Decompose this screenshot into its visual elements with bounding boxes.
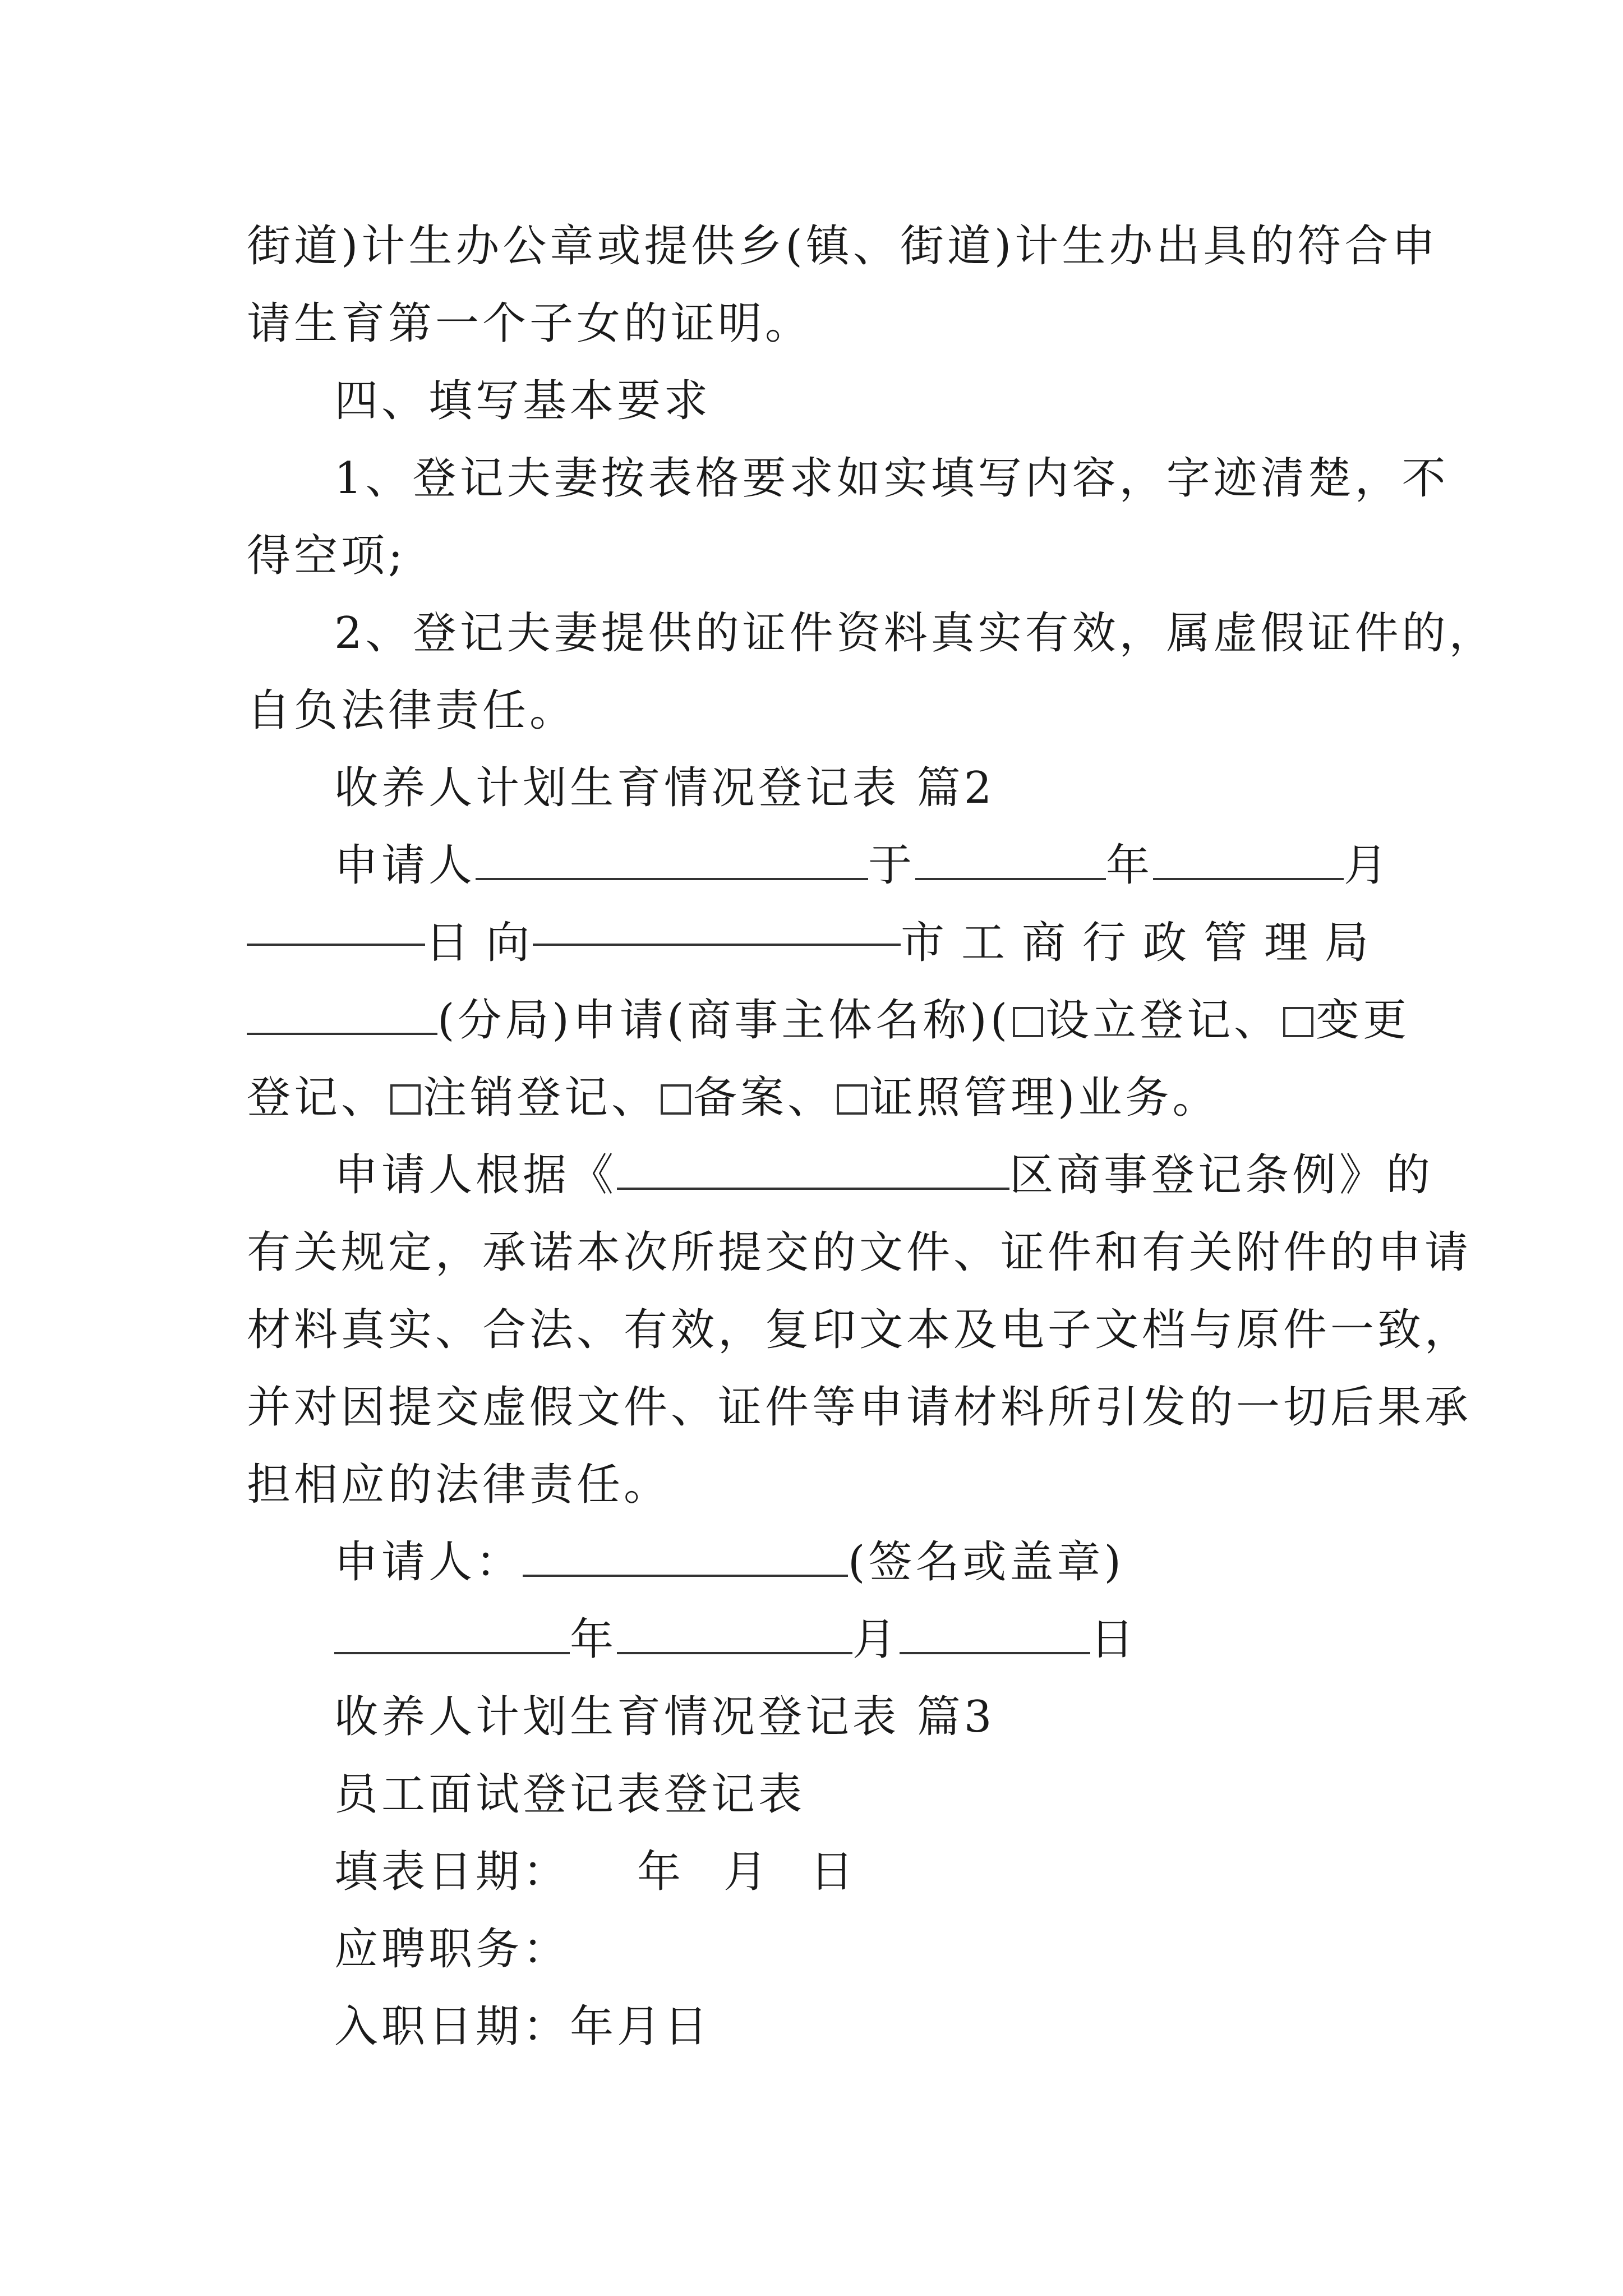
- text-line: 请生育第一个子女的证明。: [247, 298, 813, 349]
- entry-date-line: 入职日期：年月日: [334, 2001, 712, 2052]
- text-line: 并对因提交虚假文件、证件等申请材料所引发的一切后果承: [247, 1382, 1472, 1433]
- date-year-blank[interactable]: [334, 1613, 570, 1654]
- date-day-blank[interactable]: [900, 1613, 1090, 1654]
- applicant-label: 申请人: [334, 840, 476, 891]
- day-label: 日: [425, 918, 486, 968]
- month-blank[interactable]: [1153, 839, 1344, 880]
- date-year-label: 年: [570, 1614, 617, 1665]
- text-line: 1、登记夫妻按表格要求如实填写内容，字迹清楚，不: [334, 453, 1449, 504]
- form-line: [247, 982, 1410, 1059]
- day-blank[interactable]: [247, 904, 425, 946]
- form-line: [247, 827, 1391, 904]
- fill-month-label: 月: [723, 1847, 771, 1897]
- bureau-label: 市工商行政管理局: [900, 918, 1385, 968]
- date-month-label: 月: [852, 1614, 900, 1665]
- section-title: 收养人计划生育情况登记表 篇3: [334, 1692, 995, 1742]
- signature-blank[interactable]: [523, 1535, 848, 1577]
- signature-note: (签名或盖章): [848, 1537, 1124, 1588]
- checkbox-change[interactable]: [1283, 1007, 1313, 1037]
- text: 登记、: [247, 1073, 389, 1123]
- district-blank[interactable]: [617, 1148, 1009, 1190]
- city-blank[interactable]: [533, 904, 901, 946]
- text-line: 2、登记夫妻提供的证件资料真实有效，属虚假证件的，: [334, 608, 1496, 659]
- section-heading: 四、填写基本要求: [334, 376, 712, 426]
- fill-date-label: 填表日期：: [334, 1847, 570, 1897]
- date-line: [247, 1601, 1385, 1678]
- text-line: 自负法律责任。: [247, 685, 577, 736]
- form-title: 员工面试登记表登记表: [334, 1769, 806, 1820]
- pledge-regulation: 区商事登记条例》的: [1009, 1150, 1434, 1200]
- checkbox-license[interactable]: [837, 1084, 867, 1115]
- pledge-line: [247, 1137, 1434, 1214]
- request-text: (分局)申请(商事主体名称)(: [437, 995, 1011, 1046]
- fill-year-label: 年: [637, 1847, 685, 1897]
- xiang-label: 向: [486, 918, 533, 968]
- yu-label: 于: [868, 840, 916, 891]
- section-title: 收养人计划生育情况登记表 篇2: [334, 763, 995, 813]
- option-setup-label: 设立登记、: [1045, 995, 1281, 1046]
- date-month-blank[interactable]: [617, 1613, 852, 1654]
- text-line: 担相应的法律责任。: [247, 1460, 671, 1510]
- option-record-label: 备案、: [693, 1073, 835, 1123]
- month-label: 月: [1344, 840, 1391, 891]
- branch-blank[interactable]: [247, 993, 437, 1035]
- year-blank[interactable]: [915, 839, 1106, 880]
- signature-line: [247, 1524, 1385, 1601]
- document-page: [247, 208, 1496, 2065]
- text-line: 材料真实、合法、有效，复印文本及电子文档与原件一致，: [247, 1305, 1472, 1355]
- form-line: [247, 904, 1385, 982]
- checkbox-record[interactable]: [661, 1084, 691, 1115]
- option-cancel-label: 注销登记、: [423, 1073, 659, 1123]
- date-day-label: 日: [1090, 1614, 1138, 1665]
- text-line: 街道)计生办公章或提供乡(镇、街道)计生办出具的符合申: [247, 221, 1439, 272]
- option-license-label: 证照管理)业务。: [869, 1073, 1220, 1123]
- text-line: 得空项;: [247, 531, 407, 581]
- checkbox-setup[interactable]: [1013, 1007, 1043, 1037]
- option-change-label: 变更: [1316, 995, 1410, 1046]
- position-line: 应聘职务：: [334, 1924, 570, 1975]
- pledge-start: 申请人根据《: [334, 1150, 617, 1200]
- fill-date-line: [247, 1833, 1385, 1911]
- text-line: 有关规定，承诺本次所提交的文件、证件和有关附件的申请: [247, 1227, 1472, 1278]
- applicant-blank[interactable]: [476, 839, 868, 880]
- form-line: [247, 1059, 1385, 1137]
- signature-label: 申请人：: [334, 1537, 523, 1588]
- year-label: 年: [1106, 840, 1154, 891]
- fill-day-label: 日: [810, 1847, 857, 1897]
- checkbox-cancel[interactable]: [390, 1084, 421, 1115]
